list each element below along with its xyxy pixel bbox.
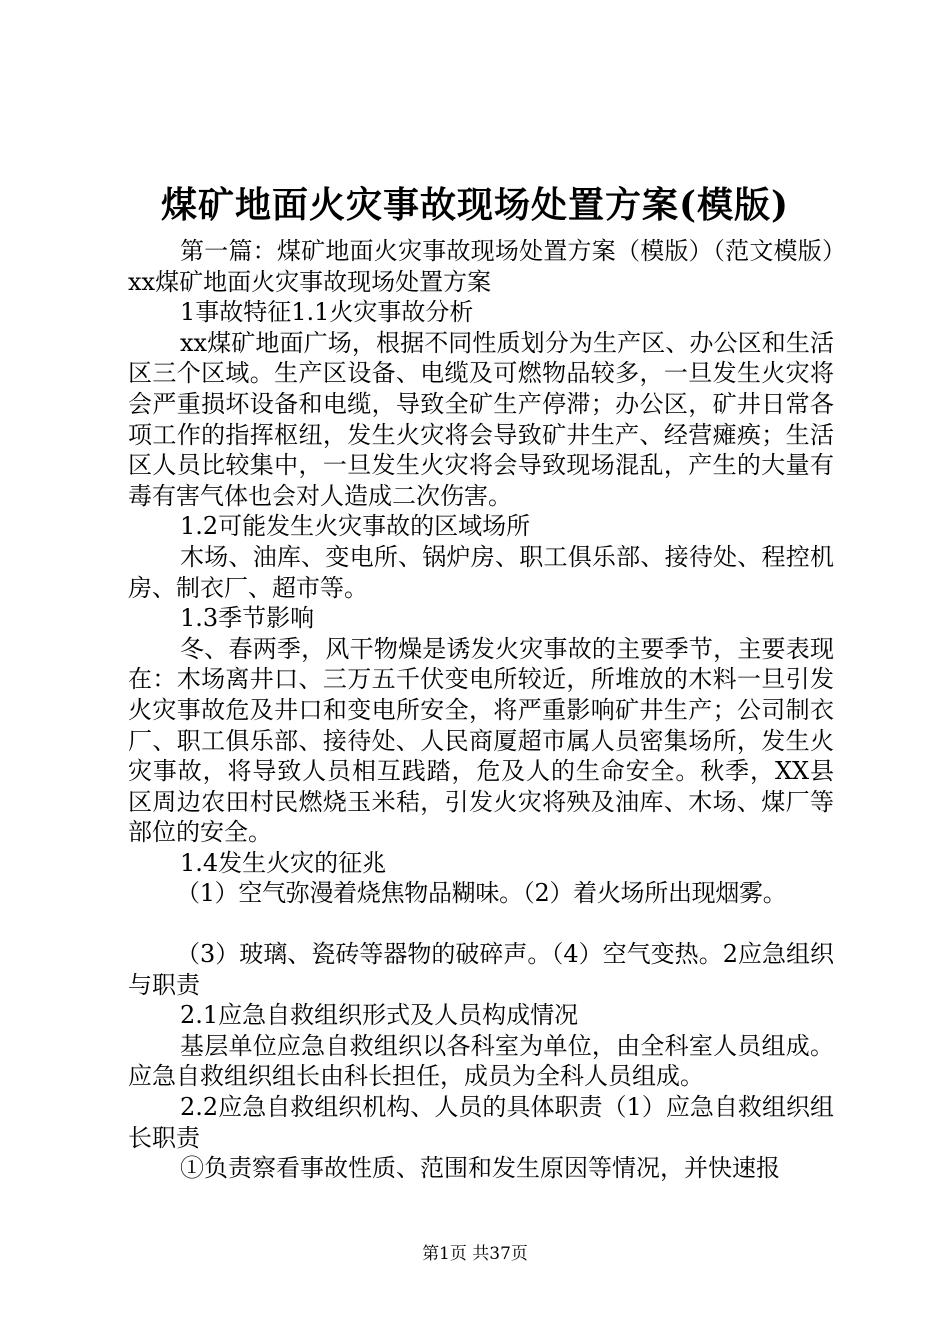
paragraph-fire-locations: 木场、油库、变电所、锅炉房、职工俱乐部、接待处、程控机房、制衣厂、超市等。 [128, 542, 834, 602]
heading-2-2: 2.2应急自救组织机构、人员的具体职责（1）应急自救组织组长职责 [128, 1093, 834, 1152]
paragraph-fire-signs-1: （1）空气弥漫着烧焦物品糊味。（2）着火场所出现烟雾。 [176, 879, 787, 908]
heading-1-4: 1.4发生火灾的征兆 [180, 848, 387, 877]
paragraph-fire-analysis: xx煤矿地面广场，根据不同性质划分为生产区、办公区和生活区三个区域。生产区设备、电缆及可燃物品较多，一旦发生火灾将会严重损坏设备和电缆，导致全矿生产停滞；办公区，矿井日常各项工作的指挥枢纽，发生火灾将会导致矿井生产、经营瘫痪；生活区人员比较集中，一旦发生火灾将会导致现场混乱，产生的大量有毒有害气体也会对人造成二次伤害。 [128, 328, 834, 510]
paragraph-season-impact: 冬、春两季，风干物燥是诱发火灾事故的主要季节，主要表现在：木场离井口、三万五千伏变电所较近，所堆放的木料一旦引发火灾事故危及井口和变电所安全，将严重影响矿井生产；公司制衣厂、职工俱乐部、接待处、人民商厦超市属人员密集场所，发生火灾事故，将导致人员相互践踏，危及人的生命安全。秋季，XX县区周边农田村民燃烧玉米秸，引发火灾将殃及油库、木场、煤厂等部位的安全。 [128, 634, 834, 847]
heading-1-1: 1事故特征1.1火灾事故分析 [180, 298, 474, 327]
heading-1-3: 1.3季节影响 [180, 604, 315, 633]
heading-2-1: 2.1应急自救组织形式及人员构成情况 [180, 1001, 579, 1030]
paragraph-fire-signs-2: （3）玻璃、瓷砖等器物的破碎声。（4）空气变热。2应急组织与职责 [128, 940, 834, 999]
paragraph-intro: 第一篇：煤矿地面火灾事故现场处置方案（模版）（范文模版）xx煤矿地面火灾事故现场处置方案 [128, 237, 834, 296]
paragraph-organization: 基层单位应急自救组织以各科室为单位，由全科室人员组成。应急自救组织组长由科长担任，成员为全科人员组成。 [128, 1031, 834, 1091]
document-body [128, 236, 834, 1184]
paragraph-leader-duty: ①负责察看事故性质、范围和发生原因等情况，并快速报 [180, 1154, 780, 1183]
document-title: 煤矿地面火灾事故现场处置方案(模版) [160, 184, 790, 226]
heading-1-2: 1.2可能发生火灾事故的区域场所 [180, 512, 531, 541]
page-footer: 第1页 共37页 [422, 1244, 528, 1264]
